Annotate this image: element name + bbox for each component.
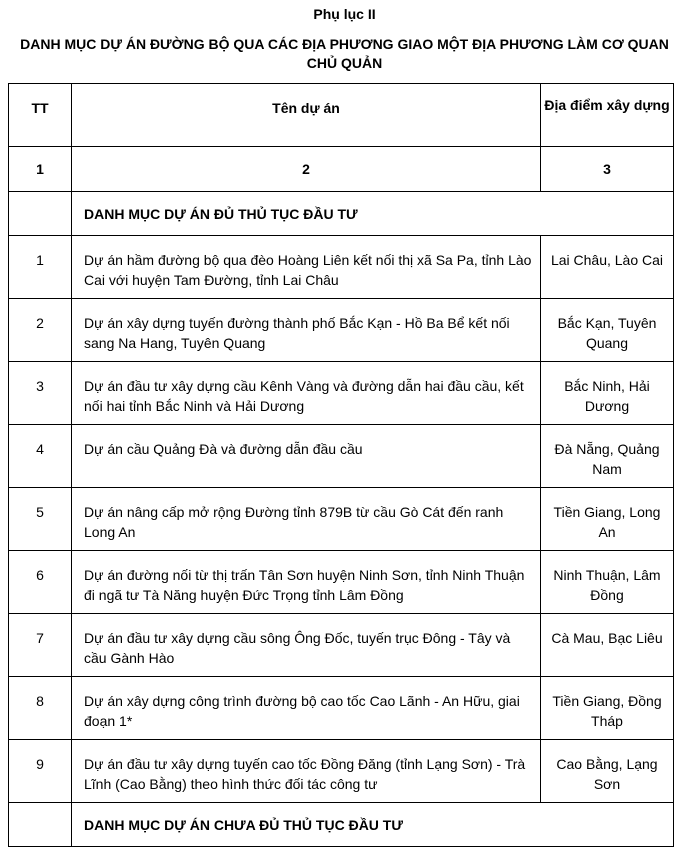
project-location: Bắc Ninh, Hải Dương xyxy=(541,362,674,425)
table-row xyxy=(9,740,674,803)
table-row xyxy=(9,425,674,488)
project-location: Tiền Giang, Đồng Tháp xyxy=(541,677,674,740)
row-number: 5 xyxy=(9,488,72,551)
row-number: 9 xyxy=(9,740,72,803)
table-row xyxy=(9,488,674,551)
project-name: Dự án cầu Quảng Đà và đường dẫn đầu cầu xyxy=(72,425,541,488)
row-number: 4 xyxy=(9,425,72,488)
row-number: 8 xyxy=(9,677,72,740)
project-name: Dự án đầu tư xây dựng tuyến cao tốc Đồng Đăng (tỉnh Lạng Sơn) - Trà Lĩnh (Cao Bằng) theo hình thức đối tác công tư xyxy=(72,740,541,803)
project-location: Bắc Kạn, Tuyên Quang xyxy=(541,299,674,362)
header-location: Địa điểm xây dựng xyxy=(541,84,674,147)
table-row xyxy=(9,614,674,677)
column-index-3: 3 xyxy=(541,147,674,192)
project-name: Dự án đầu tư xây dựng cầu Kênh Vàng và đường dẫn hai đầu cầu, kết nối hai tỉnh Bắc Ninh và Hải Dương xyxy=(72,362,541,425)
header-project-name: Tên dự án xyxy=(72,84,541,147)
appendix-title: Phụ lục II xyxy=(313,6,376,22)
table-row xyxy=(9,551,674,614)
document-heading: DANH MỤC DỰ ÁN ĐƯỜNG BỘ QUA CÁC ĐỊA PHƯƠNG GIAO MỘT ĐỊA PHƯƠNG LÀM CƠ QUAN CHỦ QUẢN xyxy=(20,36,669,71)
header-tt: TT xyxy=(9,84,72,147)
project-name: Dự án đầu tư xây dựng cầu sông Ông Đốc, tuyến trục Đông - Tây và cầu Gành Hào xyxy=(72,614,541,677)
section-empty-cell xyxy=(9,192,72,236)
section-empty-cell xyxy=(9,803,72,847)
row-number: 7 xyxy=(9,614,72,677)
table-row xyxy=(9,677,674,740)
table-row xyxy=(9,362,674,425)
project-location: Ninh Thuận, Lâm Đồng xyxy=(541,551,674,614)
column-index-2: 2 xyxy=(72,147,541,192)
section-title-incomplete: DANH MỤC DỰ ÁN CHƯA ĐỦ THỦ TỤC ĐẦU TƯ xyxy=(72,803,674,847)
table-header-row xyxy=(9,84,674,147)
row-number: 3 xyxy=(9,362,72,425)
row-number: 6 xyxy=(9,551,72,614)
table-row xyxy=(9,236,674,299)
project-name: Dự án xây dựng tuyến đường thành phố Bắc Kạn - Hồ Ba Bể kết nối sang Na Hang, Tuyên Quang xyxy=(72,299,541,362)
section-title-complete: DANH MỤC DỰ ÁN ĐỦ THỦ TỤC ĐẦU TƯ xyxy=(72,192,674,236)
project-name: Dự án xây dựng công trình đường bộ cao tốc Cao Lãnh - An Hữu, giai đoạn 1* xyxy=(72,677,541,740)
project-table xyxy=(8,83,674,847)
section-row xyxy=(9,803,674,847)
column-index-row xyxy=(9,147,674,192)
row-number: 1 xyxy=(9,236,72,299)
project-location: Đà Nẵng, Quảng Nam xyxy=(541,425,674,488)
row-number: 2 xyxy=(9,299,72,362)
project-location: Tiền Giang, Long An xyxy=(541,488,674,551)
column-index-1: 1 xyxy=(9,147,72,192)
section-row xyxy=(9,192,674,236)
table-row xyxy=(9,299,674,362)
project-location: Lai Châu, Lào Cai xyxy=(541,236,674,299)
project-location: Cao Bằng, Lạng Sơn xyxy=(541,740,674,803)
project-location: Cà Mau, Bạc Liêu xyxy=(541,614,674,677)
project-name: Dự án nâng cấp mở rộng Đường tỉnh 879B từ cầu Gò Cát đến ranh Long An xyxy=(72,488,541,551)
project-name: Dự án hầm đường bộ qua đèo Hoàng Liên kết nối thị xã Sa Pa, tỉnh Lào Cai với huyện Tam Đường, tỉnh Lai Châu xyxy=(72,236,541,299)
project-name: Dự án đường nối từ thị trấn Tân Sơn huyện Ninh Sơn, tỉnh Ninh Thuận đi ngã tư Tà Năng huyện Đức Trọng tỉnh Lâm Đồng xyxy=(72,551,541,614)
